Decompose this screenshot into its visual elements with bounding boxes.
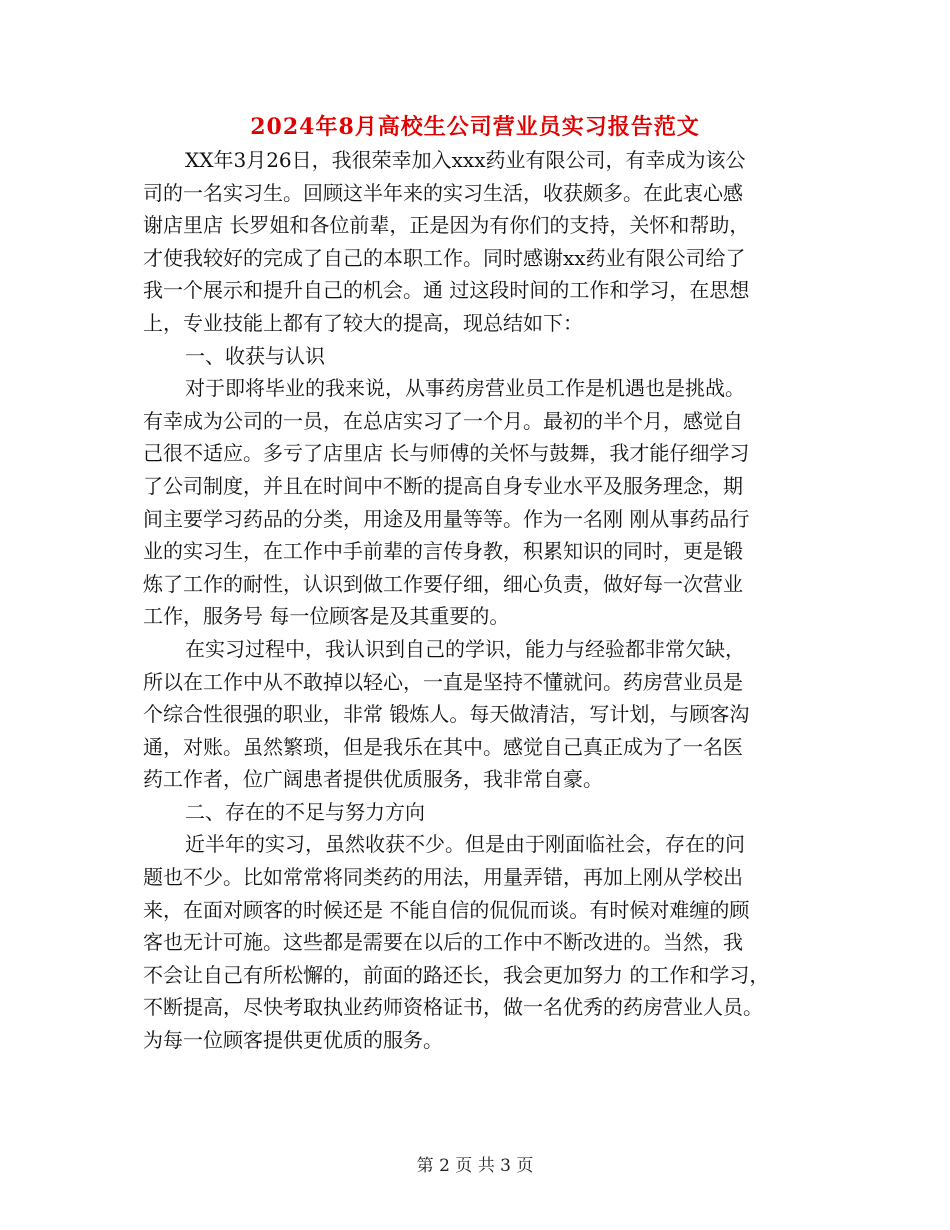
document-body (143, 144, 808, 1057)
text-line: XX年3月26日，我很荣幸加入xxx药业有限公司，有幸成为该公 (185, 148, 746, 172)
text-line: 才使我较好的完成了自己的本职工作。同时感谢xx药业有限公司给了 (143, 245, 746, 270)
text-line: 通，对账。虽然繁琐，但是我乐在其中。感觉自己真正成为了一名医 (143, 734, 743, 759)
text-line: 谢店里店 长罗姐和各位前辈，正是因为有你们的支持，关怀和帮助， (143, 213, 750, 238)
section-heading: 一、收获与认识 (185, 343, 325, 368)
text-line: 题也不少。比如常常将同类药的用法，用量弄错，再加上刚从学校出 (143, 865, 743, 890)
document-title: 2024年8月高校生公司营业员实习报告范文 (250, 114, 700, 140)
text-line: 司的一名实习生。回顾这半年来的实习生活，收获颇多。在此衷心感 (143, 180, 743, 205)
text-line: 近半年的实习，虽然收获不少。但是由于刚面临社会，存在的问 (185, 832, 745, 857)
text-line: 己很不适应。多亏了店里店 长与师傅的关怀与鼓舞，我才能仔细学习 (143, 441, 750, 466)
text-line: 为每一位顾客提供更优质的服务。 (143, 1028, 443, 1053)
text-line: 对于即将毕业的我来说，从事药房营业员工作是机遇也是挑战。 (185, 376, 745, 401)
text-line: 所以在工作中从不敢掉以轻心，一直是坚持不懂就问。药房营业员是 (143, 669, 743, 694)
text-line: 我一个展示和提升自己的机会。通 过这段时间的工作和学习，在思想 (143, 278, 750, 303)
text-line: 业的实习生，在工作中手前辈的言传身教，积累知识的同时，更是锻 (143, 539, 743, 564)
text-line: 炼了工作的耐性，认识到做工作要仔细，细心负责，做好每一次营业 (143, 571, 743, 596)
text-line: 工作，服务号 每一位顾客是及其重要的。 (143, 604, 510, 629)
text-line: 有幸成为公司的一员，在总店实习了一个月。最初的半个月，感觉自 (143, 408, 743, 433)
text-line: 不会让自己有所松懈的，前面的路还长，我会更加努力 的工作和学习， (143, 962, 770, 987)
text-line: 了公司制度，并且在时间中不断的提高自身专业水平及服务理念，期 (143, 473, 743, 498)
text-line: 在实习过程中，我认识到自己的学识，能力与经验都非常欠缺， (185, 636, 745, 661)
text-line: 来，在面对顾客的时候还是 不能自信的侃侃而谈。有时候对难缠的顾 (143, 897, 750, 922)
text-line: 不断提高，尽快考取执业药师资格证书，做一名优秀的药房营业人员。 (143, 995, 763, 1020)
text-line: 客也无计可施。这些都是需要在以后的工作中不断改进的。当然，我 (143, 930, 743, 955)
text-line: 个综合性很强的职业，非常 锻炼人。每天做清洁，写计划，与顾客沟 (143, 702, 750, 727)
text-line: 间主要学习药品的分类，用途及用量等等。作为一名刚 刚从事药品行 (143, 506, 750, 531)
page-number-footer: 第 2 页 共 3 页 (416, 1156, 534, 1176)
text-line: 药工作者，位广阔患者提供优质服务，我非常自豪。 (143, 767, 603, 792)
section-heading: 二、存在的不足与努力方向 (185, 799, 425, 824)
text-line: 上，专业技能上都有了较大的提高，现总结如下： (143, 310, 583, 335)
